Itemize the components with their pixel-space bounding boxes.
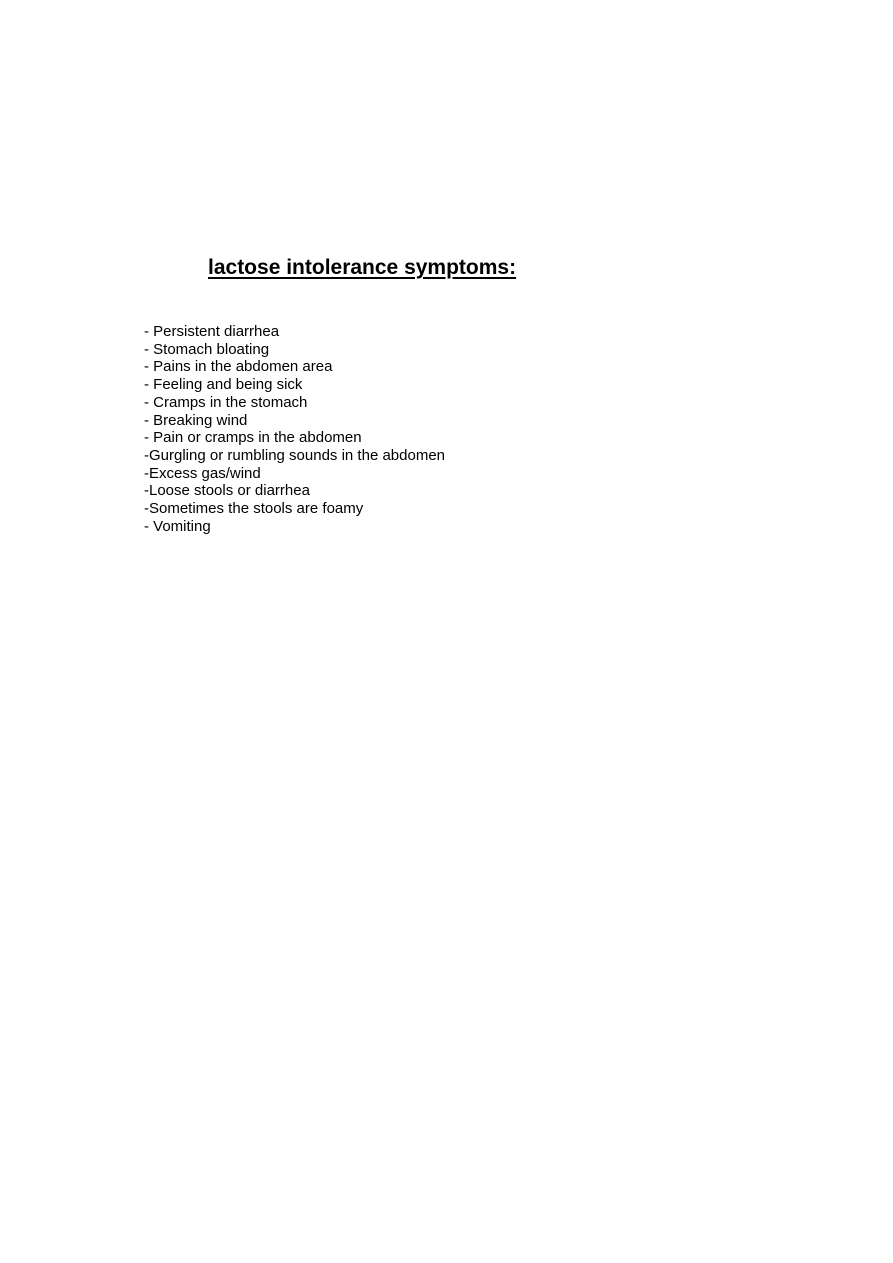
list-item: - Stomach bloating — [144, 340, 270, 358]
list-item: - Persistent diarrhea — [144, 323, 280, 340]
list-item: - Pain or cramps in the abdomen — [144, 429, 362, 447]
list-item: -Gurgling or rumbling sounds in the abdomen — [144, 446, 446, 464]
list-item: -Loose stools or diarrhea — [144, 482, 310, 500]
list-item: -Excess gas/wind — [144, 464, 261, 482]
list-item: - Pains in the abdomen area — [144, 358, 333, 376]
list-item: - Cramps in the stomach — [144, 393, 308, 411]
list-item: - Vomiting — [144, 517, 211, 535]
list-item: -Sometimes the stools are foamy — [144, 500, 364, 518]
document-title: lactose intolerance symptoms: — [208, 256, 517, 279]
list-item: - Feeling and being sick — [144, 376, 303, 394]
list-item: - Breaking wind — [144, 411, 248, 429]
symptom-list — [144, 323, 445, 535]
